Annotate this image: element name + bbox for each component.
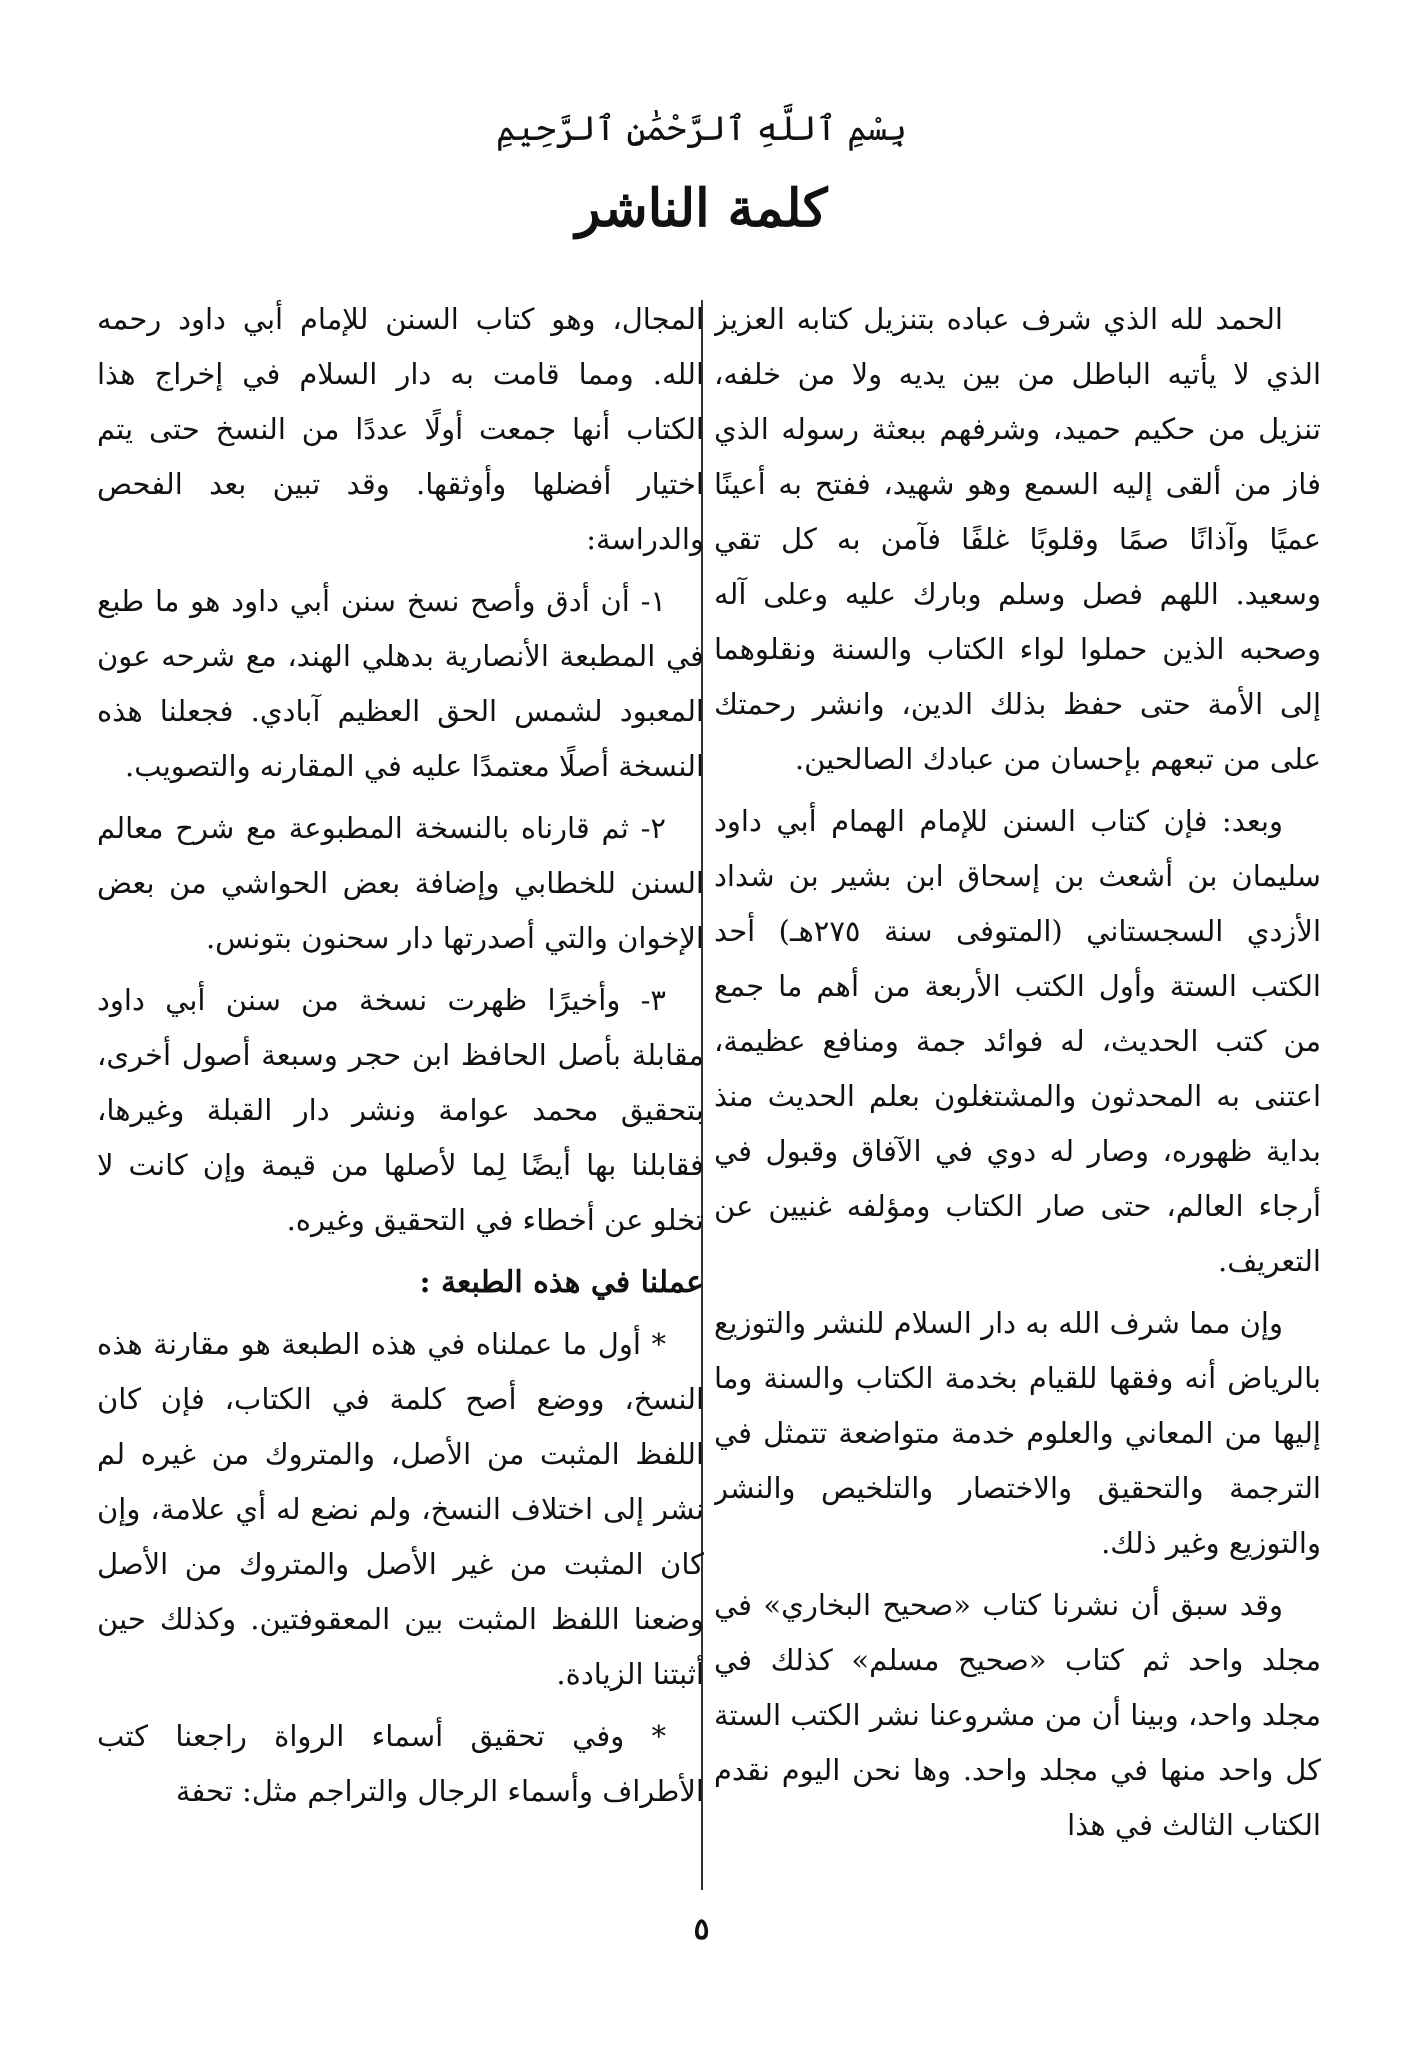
paragraph: الحمد لله الذي شرف عباده بتنزيل كتابه العزيز الذي لا يأتيه الباطل من بين يديه ولا من خلفه، تنزيل من حكيم حميد، وشرفهم ببعثة رسوله الذي فاز من ألقى إليه السمع وهو شهيد، ففتح به أعينًا عميًا وآذانًا صمًا وقلوبًا غلفًا فآمن به كل تقي وسعيد. اللهم فصل وسلم وبارك عليه وعلى آله وصحبه الذين حملوا لواء الكتاب والسنة ونقلوهما إلى الأمة حتى حفظ بذلك الدين، وانشر رحمتك على من تبعهم بإحسان من عبادك الصالحين. <box>714 302 1321 776</box>
right-column <box>714 292 1321 1897</box>
list-item: ٣- وأخيرًا ظهرت نسخة من سنن أبي داود مقابلة بأصل الحافظ ابن حجر وسبعة أصول أخرى، بتحقيق محمد عوامة ونشر دار القبلة وغيرها، فقابلنا بها أيضًا لِما لأصلها من قيمة وإن كانت لا تخلو عن أخطاء في التحقيق وغيره. <box>97 983 704 1237</box>
left-column <box>97 292 704 1897</box>
list-item: ٢- ثم قارناه بالنسخة المطبوعة مع شرح معالم السنن للخطابي وإضافة بعض الحواشي من بعض الإخوان والتي أصدرتها دار سحنون بتونس. <box>97 811 704 955</box>
paragraph: * أول ما عملناه في هذه الطبعة هو مقارنة هذه النسخ، ووضع أصح كلمة في الكتاب، فإن كان اللفظ المثبت من الأصل، والمتروك من غيره لم نشر إلى اختلاف النسخ، ولم نضع له أي علامة، وإن كان المثبت من غير الأصل والمتروك من الأصل وضعنا اللفظ المثبت بين المعقوفتين. وكذلك حين أثبتنا الزيادة. <box>97 1327 704 1691</box>
page-number: ٥ <box>693 1912 710 1947</box>
section-heading: عملنا في هذه الطبعة : <box>419 1265 704 1300</box>
paragraph: وإن مما شرف الله به دار السلام للنشر والتوزيع بالرياض أنه وفقها للقيام بخدمة الكتاب والسنة وما إليها من المعاني والعلوم خدمة متواضعة تتمثل في الترجمة والتحقيق والاختصار والتلخيص والنشر والتوزيع وغير ذلك. <box>714 1306 1321 1560</box>
list-item: ١- أن أدق وأصح نسخ سنن أبي داود هو ما طبع في المطبعة الأنصارية بدهلي الهند، مع شرحه عون المعبود لشمس الحق العظيم آبادي. فجعلنا هذه النسخة أصلًا معتمدًا عليه في المقارنه والتصويب. <box>97 584 704 783</box>
basmala: بِسْمِ ٱللَّهِ ٱلرَّحْمَٰنِ ٱلرَّحِيمِ <box>496 109 907 149</box>
paragraph: وقد سبق أن نشرنا كتاب «صحيح البخاري» في مجلد واحد ثم كتاب «صحيح مسلم» كذلك في مجلد واحد، وبينا أن من مشروعنا نشر الكتب الستة كل واحد منها في مجلد واحد. وها نحن اليوم نقدم الكتاب الثالث في هذا <box>714 1588 1321 1842</box>
paragraph: وبعد: فإن كتاب السنن للإمام الهمام أبي داود سليمان بن أشعث بن إسحاق ابن بشير بن شداد الأزدي السجستاني (المتوفى سنة ٢٧٥هـ) أحد الكتب الستة وأول الكتب الأربعة من أهم ما جمع من كتب الحديث، له فوائد جمة ومنافع عظيمة، اعتنى به المحدثون والمشتغلون بعلم الحديث منذ بداية ظهوره، وصار له دوي في الآفاق وقبول في أرجاء العالم، حتى صار الكتاب ومؤلفه غنيين عن التعريف. <box>714 804 1321 1278</box>
paragraph: المجال، وهو كتاب السنن للإمام أبي داود رحمه الله. ومما قامت به دار السلام في إخراج هذا الكتاب أنها جمعت أولًا عددًا من النسخ حتى يتم اختيار أفضلها وأوثقها. وقد تبين بعد الفحص والدراسة: <box>97 302 704 556</box>
page-title: كلمة الناشر <box>575 178 828 239</box>
paragraph: * وفي تحقيق أسماء الرواة راجعنا كتب الأطراف وأسماء الرجال والتراجم مثل: تحفة <box>97 1719 704 1808</box>
